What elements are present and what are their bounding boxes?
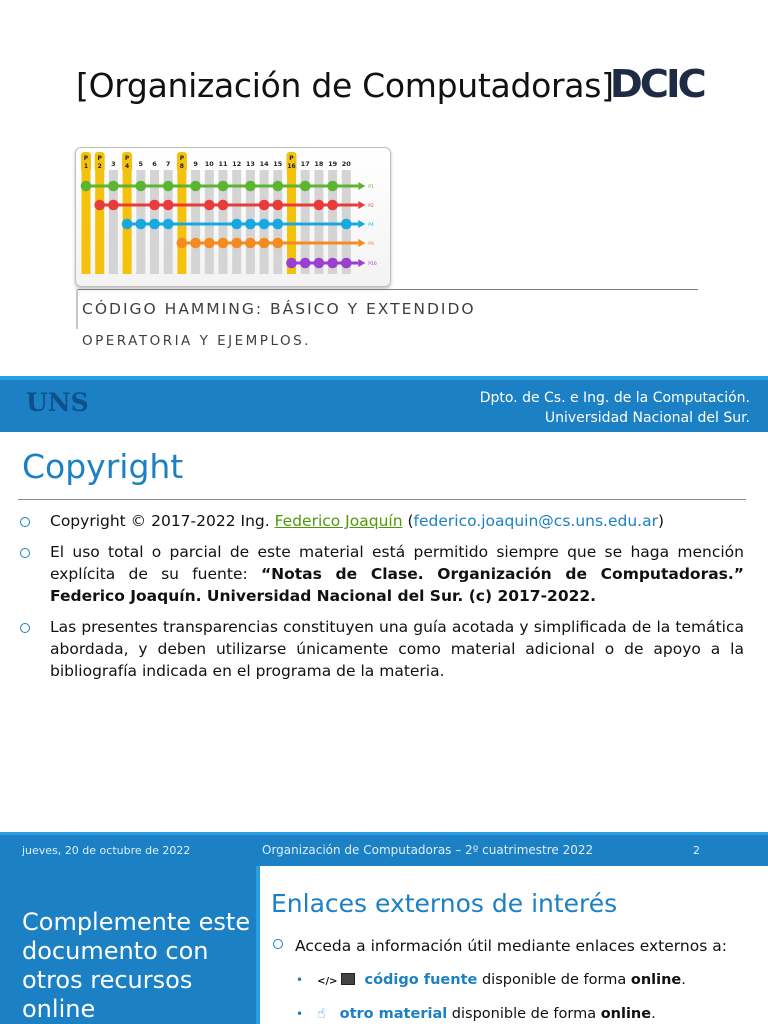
column-label: 5 xyxy=(138,160,144,168)
row-label: P4 xyxy=(368,223,374,228)
title-divider xyxy=(76,289,698,290)
circle-bullet-icon xyxy=(20,548,30,558)
list-item xyxy=(20,541,744,607)
column-label: 13 xyxy=(245,160,255,168)
usage-text: El uso total o parcial de este material está permitido siempre que se haga mención explícita de su fuente: xyxy=(50,543,744,583)
source-code-link[interactable]: código fuente xyxy=(364,972,478,988)
covered-bit-dot xyxy=(259,238,270,249)
covered-bit-dot xyxy=(177,238,188,249)
circle-bullet-icon xyxy=(20,623,30,633)
links-intro-text: Acceda a información útil mediante enlaces externos a: xyxy=(295,937,727,955)
column-label: 12 xyxy=(232,160,242,168)
covered-bit-dot xyxy=(149,219,160,230)
bullet-dot-icon: • xyxy=(296,973,304,987)
column-label: 6 xyxy=(152,160,157,168)
covered-bit-dot xyxy=(218,181,229,192)
covered-bit-dot xyxy=(81,181,92,192)
hamming-diagram xyxy=(76,148,390,286)
row-label: P8 xyxy=(368,242,374,247)
column-label: 4 xyxy=(125,163,130,170)
covered-bit-dot xyxy=(245,219,256,230)
covered-bit-dot xyxy=(218,200,229,211)
side-panel-text: Complemente este documento con otros recursos online xyxy=(22,908,251,1023)
copyright-list xyxy=(20,510,744,691)
code-icon: </> xyxy=(317,976,338,987)
column-label: P xyxy=(97,155,102,162)
other-material-link[interactable]: otro material xyxy=(339,1006,448,1022)
covered-bit-dot xyxy=(259,219,270,230)
covered-bit-dot xyxy=(108,200,119,211)
covered-bit-dot xyxy=(273,238,284,249)
covered-bit-dot xyxy=(245,181,256,192)
covered-bit-dot xyxy=(314,200,325,211)
covered-bit-dot xyxy=(108,181,119,192)
terminal-icon xyxy=(341,973,355,985)
covered-bit-dot xyxy=(341,258,352,269)
covered-bit-dot xyxy=(122,219,133,230)
column-label: 3 xyxy=(111,160,116,168)
column-label: 2 xyxy=(97,163,102,170)
covered-bit-dot xyxy=(190,238,201,249)
covered-bit-dot xyxy=(218,238,229,249)
covered-bit-dot xyxy=(327,200,338,211)
heading-divider xyxy=(18,499,746,500)
row-label: P2 xyxy=(368,204,374,209)
column-label: 16 xyxy=(287,163,296,170)
circle-bullet-icon xyxy=(273,939,283,949)
column-label: 9 xyxy=(193,160,198,168)
panel-divider xyxy=(256,866,260,1024)
covered-bit-dot xyxy=(327,181,338,192)
covered-bit-dot xyxy=(94,200,105,211)
column-label: 11 xyxy=(218,160,228,168)
column-label: 14 xyxy=(259,160,269,168)
column-label: P xyxy=(179,155,185,162)
row-label: P16 xyxy=(368,262,377,267)
column-label: 18 xyxy=(314,160,324,168)
covered-bit-dot xyxy=(190,181,201,192)
covered-bit-dot xyxy=(136,181,147,192)
covered-bit-dot xyxy=(314,258,325,269)
list-item xyxy=(296,972,686,988)
column-label: 1 xyxy=(83,163,89,170)
copyright-text: Copyright © 2017-2022 Ing. xyxy=(50,512,275,530)
column-label: 17 xyxy=(300,160,310,168)
column-label: 8 xyxy=(179,163,184,170)
column-label: 15 xyxy=(273,160,283,168)
column-label: 7 xyxy=(165,160,171,168)
disclaimer-text: Las presentes transparencias constituyen una guía acotada y simplificada de la temática abordada, y deben utilizarse únicamente como material adicional o de apoyo a la bibliografía indicada en el programa de la materia. xyxy=(50,618,744,680)
subtitle-accent xyxy=(76,289,78,329)
author-link[interactable]: Federico Joaquín xyxy=(274,512,403,530)
arrow-head xyxy=(358,220,365,228)
covered-bit-dot xyxy=(231,219,242,230)
row-label: P1 xyxy=(368,185,374,190)
item-end: . xyxy=(681,972,686,988)
footer-course: Organización de Computadoras – 2º cuatrimestre 2022 xyxy=(262,843,594,857)
circle-bullet-icon xyxy=(20,517,30,527)
item-bold: online xyxy=(630,972,682,988)
department-info xyxy=(480,388,750,428)
covered-bit-dot xyxy=(300,258,311,269)
covered-bit-dot xyxy=(231,238,242,249)
arrow-head xyxy=(358,259,365,267)
covered-bit-dot xyxy=(286,258,297,269)
paren-open: ( xyxy=(402,512,414,530)
covered-bit-dot xyxy=(136,219,147,230)
covered-bit-dot xyxy=(327,258,338,269)
subtitle-main: CÓDIGO HAMMING: BÁSICO Y EXTENDIDO xyxy=(82,300,476,318)
dcic-logo: DCIC xyxy=(609,62,704,106)
covered-bit-dot xyxy=(341,219,352,230)
arrow-head xyxy=(358,239,365,247)
column-label: P xyxy=(124,155,130,162)
covered-bit-dot xyxy=(163,200,174,211)
covered-bit-dot xyxy=(245,238,256,249)
column-label: P xyxy=(289,155,294,162)
paren-close: ) xyxy=(657,512,665,530)
column-label: 20 xyxy=(341,160,351,168)
covered-bit-dot xyxy=(273,219,284,230)
department-line: Dpto. de Cs. e Ing. de la Computación. xyxy=(479,390,750,406)
item-text: disponible de forma xyxy=(477,972,631,988)
footer-date: jueves, 20 de octubre de 2022 xyxy=(22,844,191,857)
hamming-code-figure xyxy=(75,147,391,287)
list-item xyxy=(296,1006,656,1022)
covered-bit-dot xyxy=(259,200,270,211)
arrow-head xyxy=(358,201,365,209)
page-number: 2 xyxy=(693,844,700,857)
item-end: . xyxy=(651,1006,656,1022)
column-label: 19 xyxy=(328,160,338,168)
university-line: Universidad Nacional del Sur. xyxy=(544,410,750,426)
covered-bit-dot xyxy=(163,219,174,230)
covered-bit-dot xyxy=(204,200,215,211)
citation-text: “Notas de Clase. Organización de Computadoras.” Federico Joaquín. Universidad Nacional del Sur. (c) 2017-2022. xyxy=(50,565,744,605)
links-heading: Enlaces externos de interés xyxy=(271,889,618,918)
subtitle-secondary: OPERATORIA Y EJEMPLOS. xyxy=(82,333,311,349)
covered-bit-dot xyxy=(273,200,284,211)
pointer-hand-icon: ☝ xyxy=(317,1006,326,1022)
covered-bit-dot xyxy=(149,200,160,211)
slide-title: [Organización de Computadoras] xyxy=(76,66,614,105)
list-item xyxy=(20,616,744,682)
covered-bit-dot xyxy=(300,181,311,192)
email-link[interactable]: federico.joaquin@cs.uns.edu.ar xyxy=(413,512,658,530)
copyright-heading: Copyright xyxy=(22,447,184,486)
uns-logo: UNS xyxy=(26,388,89,417)
covered-bit-dot xyxy=(273,181,284,192)
covered-bit-dot xyxy=(204,238,215,249)
covered-bit-dot xyxy=(163,181,174,192)
arrow-head xyxy=(358,182,365,190)
column-label: 10 xyxy=(204,160,214,168)
list-item xyxy=(20,510,744,532)
links-intro xyxy=(273,937,727,955)
item-bold: online xyxy=(600,1006,652,1022)
column-label: P xyxy=(83,155,89,162)
item-text: disponible de forma xyxy=(447,1006,601,1022)
bullet-dot-icon: • xyxy=(296,1007,304,1021)
